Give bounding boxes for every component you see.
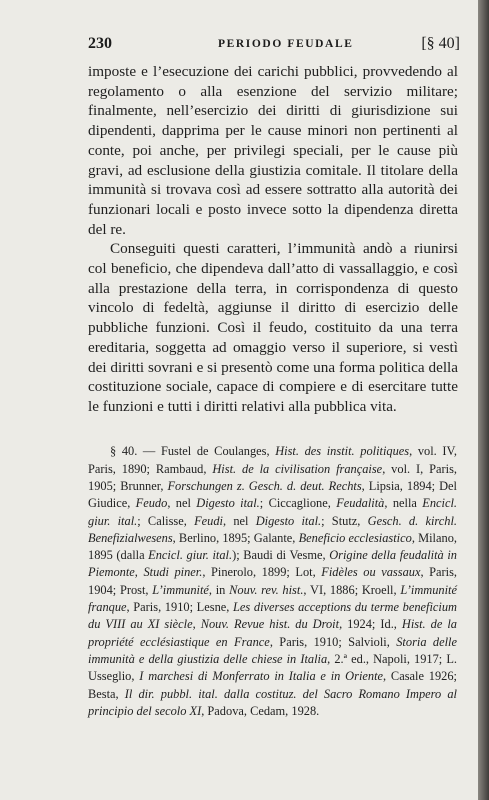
footnote-text: , Padova, Cedam, 1928. <box>201 703 320 718</box>
footnote-text: , 1924; Id., <box>339 617 402 632</box>
footnote-citation-title: Studi piner. <box>143 565 203 580</box>
page-edge-shadow <box>478 0 489 800</box>
footnote-citation-title: Forschungen z. Gesch. d. deut. Rechts <box>167 478 362 493</box>
footnote-text: , Paris, 1904; Prost, <box>88 565 458 597</box>
footnote-citation-title: Nouv. Revue hist. du Droit <box>200 617 340 632</box>
footnote-text: ; Ciccaglione, <box>259 496 337 511</box>
footnote-text: , <box>134 565 144 580</box>
footnote-citation-title: Origine della feudalità in Piemonte <box>88 548 457 580</box>
page-header <box>88 35 460 55</box>
footnote-citation-title: Il dir. pubbl. ital. dalla costituz. del Sacro Romano Impero al principio del secolo XI <box>88 686 457 718</box>
footnote-text: , Berlino, 1895; Galante, <box>172 530 299 545</box>
footnote-text: , nel <box>167 496 197 511</box>
footnote-citation-title: Digesto ital. <box>255 513 322 528</box>
footnote-text: , Milano, 1895 (dalla <box>88 530 457 563</box>
page-number: 230 <box>88 35 112 52</box>
footnote-citation-title: Fidèles ou vassaux <box>321 565 421 580</box>
footnote-text: , VI, 1886; Kroell, <box>303 582 401 597</box>
footnote-citation-title: Encicl. giur. ital. <box>148 548 233 563</box>
footnote-text: , nel <box>222 513 256 528</box>
footnote-text: , Pinerolo, 1899; Lot, <box>202 565 322 580</box>
footnote-text: , Paris, 1910; Lesne, <box>126 600 234 615</box>
footnote-citation-title: Hist. des instit. politiques <box>275 444 410 459</box>
footnote <box>88 443 457 720</box>
footnote-text: , 2.ª ed., Napoli, 1917; L. Usseglio, <box>88 651 457 684</box>
footnote-citation-title: Encicl. giur. ital. <box>88 496 458 528</box>
footnote-citation-title: L’immunité <box>152 582 209 597</box>
footnote-citation-title: Feudo <box>135 496 168 511</box>
footnote-citation-title: I marchesi di Monferrato in Italia e in Oriente <box>139 669 384 684</box>
footnote-citation-title: Storia delle immunità e della giustizia delle chiese in Italia <box>88 634 457 666</box>
footnote-text: , Lipsia, 1894; Del Giudice, <box>88 478 458 511</box>
footnote-citation-title: Feudalità <box>336 496 385 511</box>
footnote-citation-title: L’immunité franque <box>88 582 457 615</box>
footnote-text: , nella <box>384 496 423 511</box>
footnote-text: , vol. IV, Paris, 1890; Rambaud, <box>88 444 457 476</box>
body-paragraph-2: Conseguiti questi caratteri, l’immunità andò a riunirsi col beneficio, che dipendeva dall’atto di vassallaggio, e così alla prestazione della terra, in corrispondenza di questo vincolo di fedeltà, aggiunse il diritto di esercizio delle pubbliche funzioni. Così il feudo, costituito da una terra ereditaria, soggetta ad omaggio verso il superiore, si vestì dei diritti sovrani e si presentò come una forma politica della costituzione sociale, capace di compiere e di esercitare tutte le funzioni e tutti i diritti relativi alla pubblica vita. <box>88 240 458 415</box>
footnote-citation-title: Gesch. d. kirchl. Benefizialwesens <box>88 513 458 545</box>
footnote-text: , Casale 1926; Besta, <box>88 669 457 701</box>
footnote-citation-title: Hist. de la propriété ecclésiastique en France <box>88 617 457 649</box>
footnote-text: ; Calisse, <box>137 513 195 528</box>
footnote-text: ; Stutz, <box>321 513 368 528</box>
body-paragraph-1: imposte e l’esecuzione dei carichi pubblici, provvedendo al regolamento o alla esenzione del servizio militare; finalmente, nell’esercizio dei diritti di giurisdizione sui dipendenti, dapprima per le cause minori non pertinenti al conte, poi anche, per privilegi speciali, per le cause più gravi, ad esclusione della giustizia comitale. Il titolare della immunità si trovava così ad essere sottratto alla autorità dei funzionari locali e posto invece sotto la dipendenza diretta del re. <box>88 63 458 238</box>
running-title: PERIODO FEUDALE <box>218 38 354 50</box>
footnote-citation-title: Digesto ital. <box>196 496 260 511</box>
section-mark: [§ 40] <box>421 35 460 52</box>
footnote-citation-title: Les diverses acceptions du terme beneficium du VIII au XI siècle <box>88 600 457 632</box>
footnote-text: , vol. I, Paris, 1905; Brunner, <box>88 461 457 493</box>
footnote-text: ); Baudi di Vesme, <box>232 548 330 563</box>
footnote-text: , in <box>208 582 230 597</box>
footnote-text: , Paris, 1910; Salvioli, <box>269 634 397 649</box>
footnote-citation-title: Beneficio ecclesiastico <box>298 530 412 545</box>
footnote-text: , <box>192 617 201 632</box>
footnote-text: § 40. — Fustel de Coulanges, <box>110 444 276 459</box>
footnote-citation-title: Hist. de la civilisation française <box>212 461 383 476</box>
footnote-citation-title: Nouv. rev. hist. <box>229 582 304 597</box>
footnote-citation-title: Feudi <box>194 513 223 528</box>
body-text <box>88 62 458 417</box>
